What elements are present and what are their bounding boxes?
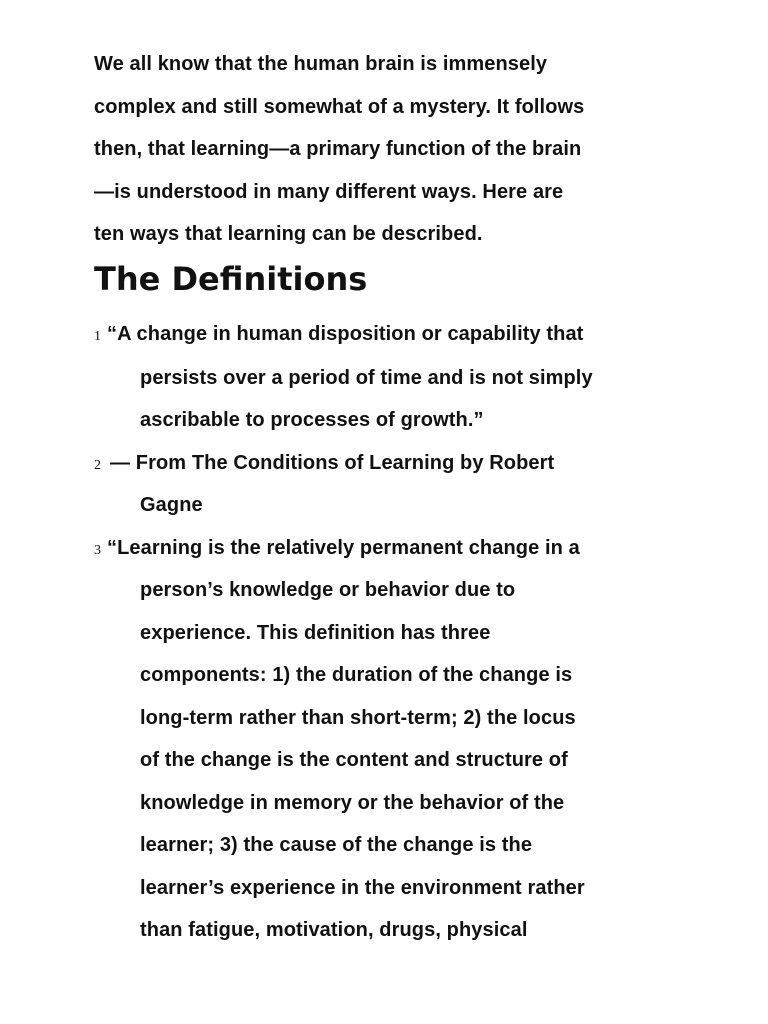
list-item-line: of the change is the content and structure of xyxy=(140,749,568,771)
list-item-line: person’s knowledge or behavior due to xyxy=(140,579,516,601)
list-item-line: Gagne xyxy=(140,494,203,516)
list-item-line: than fatigue, motivation, drugs, physical xyxy=(140,919,528,941)
intro-line: We all know that the human brain is immensely xyxy=(94,53,548,75)
list-item-line: experience. This definition has three xyxy=(140,622,491,644)
intro-line: complex and still somewhat of a mystery. It follows xyxy=(94,95,585,118)
list-item-line: long-term rather than short-term; 2) the locus xyxy=(140,707,576,729)
intro-line: ten ways that learning can be described. xyxy=(94,223,483,245)
list-item-line: persists over a period of time and is not simply xyxy=(140,367,593,389)
intro-line: —is understood in many different ways. Here are xyxy=(94,180,564,203)
list-item-line: learner’s experience in the environment rather xyxy=(140,877,585,899)
section-heading: The Definitions xyxy=(94,260,368,298)
intro-paragraph xyxy=(94,43,694,256)
list-item-line: “Learning is the relatively permanent change in a xyxy=(107,537,580,559)
list-item-line: — From The Conditions of Learning by Robert xyxy=(110,452,555,474)
list-item-number: 2 xyxy=(94,458,101,473)
intro-line: then, that learning—a primary function of the brain xyxy=(94,138,582,160)
list-item-line: learner; 3) the cause of the change is the xyxy=(140,834,533,856)
list-item-line: ascribable to processes of growth.” xyxy=(140,409,484,431)
list-item-number: 3 xyxy=(94,543,101,558)
list-item-line: “A change in human disposition or capability that xyxy=(107,323,584,345)
list-item-number: 1 xyxy=(94,329,101,344)
list-item-line: knowledge in memory or the behavior of the xyxy=(140,792,565,814)
list-item-line: components: 1) the duration of the change is xyxy=(140,664,573,686)
